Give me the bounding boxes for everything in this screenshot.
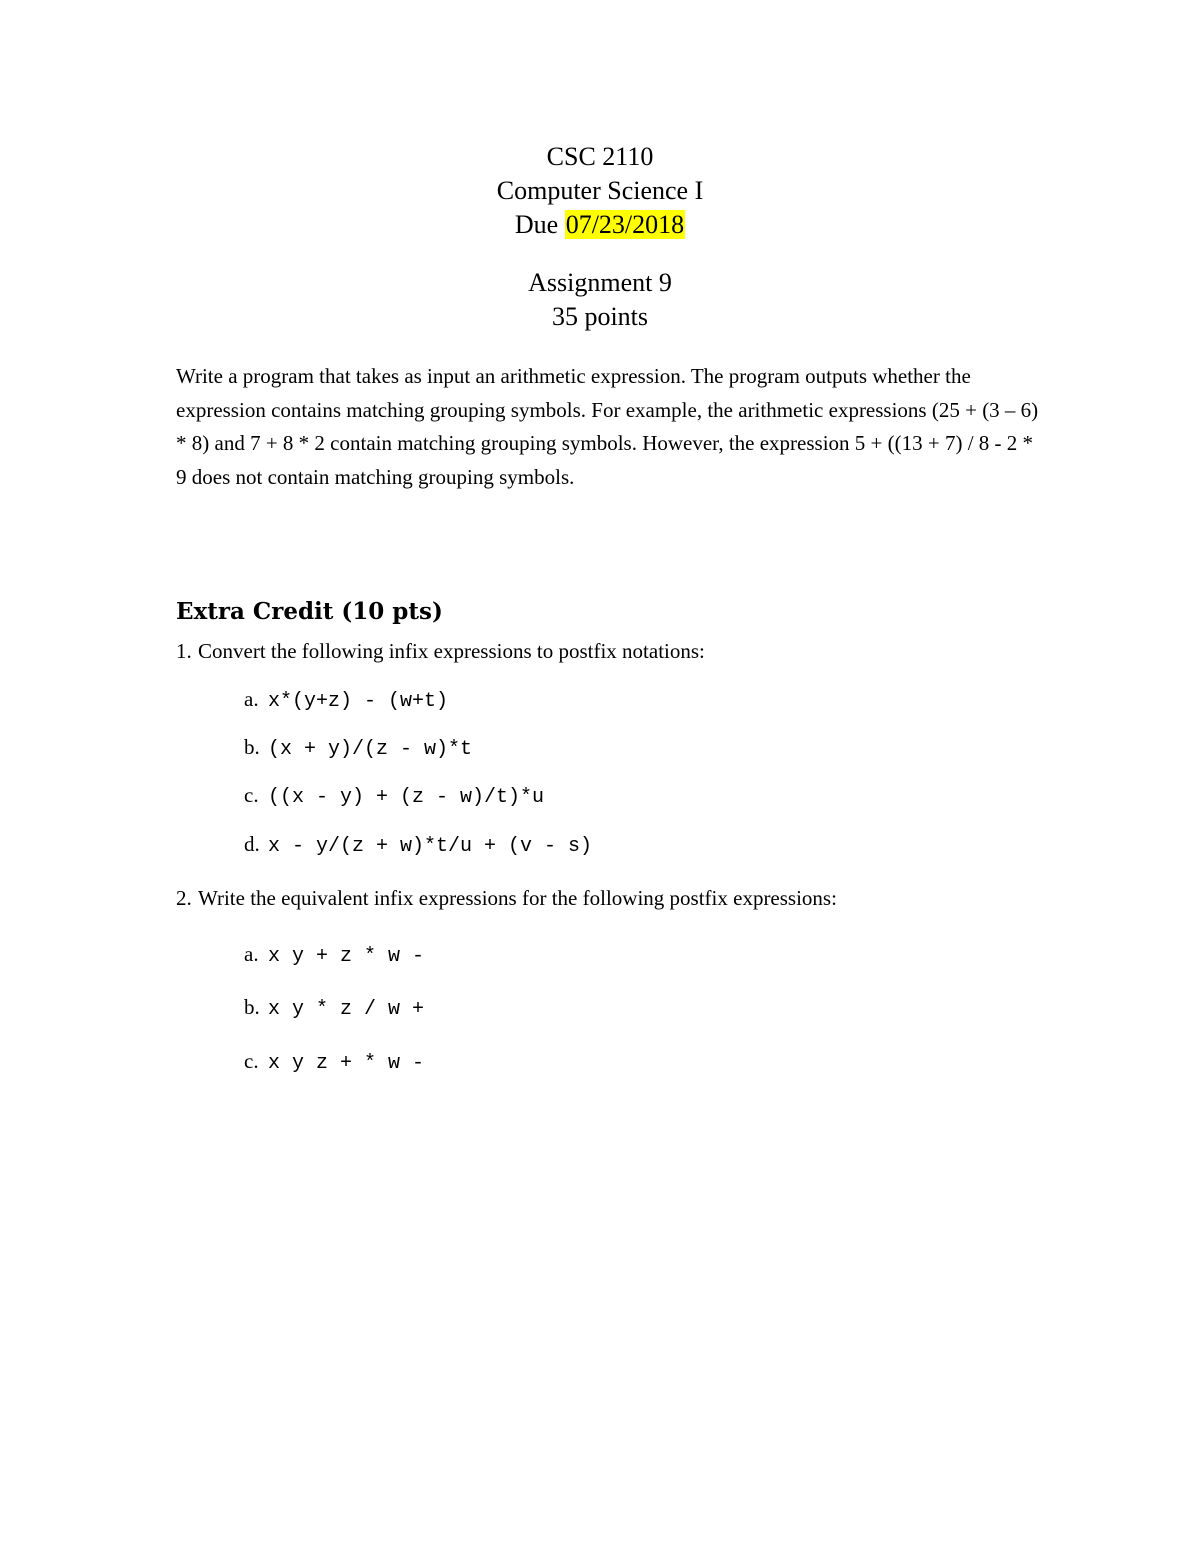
item-letter: b. — [244, 995, 260, 1019]
assignment-points: 35 points — [551, 302, 649, 331]
question-number: 2. — [176, 886, 192, 910]
list-item — [244, 732, 472, 765]
item-letter: c. — [244, 1049, 259, 1073]
extra-credit-title: Extra Credit (10 pts) — [176, 598, 443, 625]
question-1 — [176, 636, 705, 666]
course-code: CSC 2110 — [546, 142, 654, 171]
list-item — [244, 780, 544, 813]
assignment-title: Assignment 9 — [528, 268, 672, 297]
expression: x - y/(z + w)*t/u + (v - s) — [268, 835, 593, 858]
item-letter: a. — [244, 942, 259, 966]
due-label: Due — [514, 210, 559, 239]
question-2 — [176, 883, 837, 913]
due-date: 07/23/2018 — [565, 210, 685, 239]
item-letter: a. — [244, 687, 259, 711]
question-number: 1. — [176, 639, 192, 663]
assignment-header — [0, 140, 1200, 334]
question-text: Convert the following infix expressions to postfix notations: — [198, 639, 705, 663]
list-item — [244, 992, 424, 1025]
assignment-description: Write a program that takes as input an arithmetic expression. The program outputs whether the expression contains matching grouping symbols. For example, the arithmetic expressions (25 + (3 – 6) * 8) and 7 + 8 * 2 contain matching grouping symbols. However, the expression 5 + ((13 + 7) / 8 - 2 * 9 does not contain matching grouping symbols. — [176, 364, 1039, 489]
header-spacer — [0, 242, 1200, 266]
item-letter: b. — [244, 735, 260, 759]
expression: x y * z / w + — [268, 998, 425, 1021]
list-item — [244, 829, 592, 862]
expression: x y z + * w - — [268, 1052, 425, 1075]
item-letter: d. — [244, 832, 260, 856]
item-letter: c. — [244, 783, 259, 807]
expression: x*(y+z) - (w+t) — [268, 690, 449, 713]
expression: ((x - y) + (z - w)/t)*u — [268, 786, 545, 809]
expression: x y + z * w - — [268, 945, 425, 968]
due-line — [0, 208, 1200, 242]
course-name: Computer Science I — [496, 176, 704, 205]
question-text: Write the equivalent infix expressions for the following postfix expressions: — [198, 886, 837, 910]
expression: (x + y)/(z - w)*t — [268, 738, 473, 761]
list-item — [244, 939, 424, 972]
list-item — [244, 684, 448, 717]
list-item — [244, 1046, 424, 1079]
